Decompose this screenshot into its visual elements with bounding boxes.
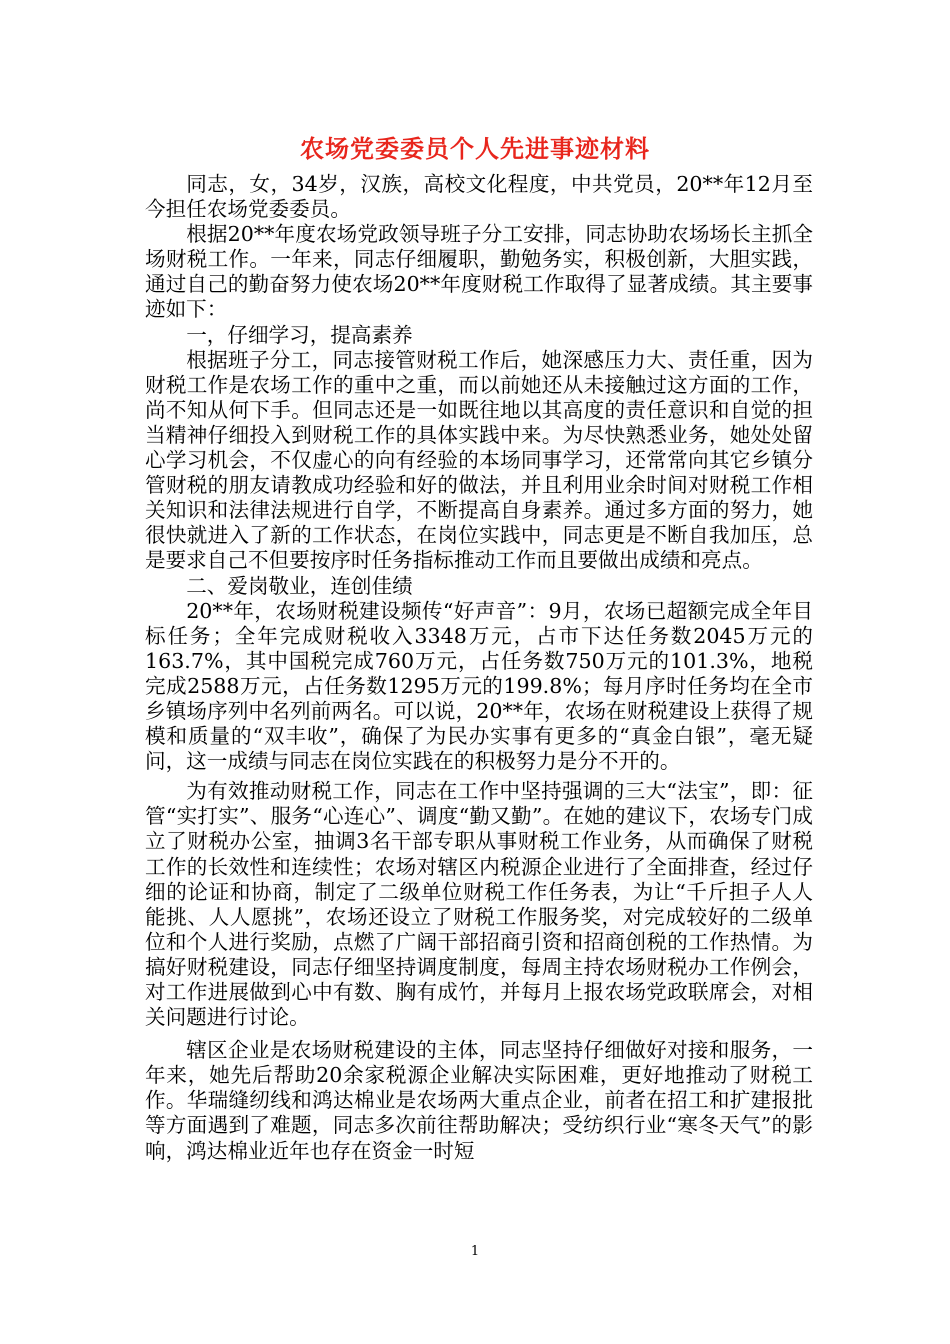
paragraph-methods: 为有效推动财税工作，同志在工作中坚持强调的三大“法宝”，即：征管“实打实”、服务“心连心”、调度“勤又勤”。在她的建议下，农场专门成立了财税办公室，抽调3名干部专职从事财税工作业务，从而确保了财税工作的长效性和连续性；农场对辖区内税源企业进行了全面排查，经过仔细的论证和协商，制定了二级单位财税工作任务表，为让“千斤担子人人能挑、人人愿挑”，农场还设立了财税工作服务奖，对完成较好的二级单位和个人进行奖励，点燃了广阔干部招商引资和招商创税的工作热情。为搞好财税建设，同志仔细坚持调度制度，每周主持农场财税办工作例会，对工作进展做到心中有数、胸有成竹，并每月上报农场党政联席会，对相关问题进行讨论。 xyxy=(145,779,813,1030)
paragraph-enterprise-service: 辖区企业是农场财税建设的主体，同志坚持仔细做好对接和服务，一年来，她先后帮助20余家税源企业解决实际困难，更好地推动了财税工作。华瑞缝纫线和鸿达棉业是农场两大重点企业，前者在招工和扩建报批等方面遇到了难题，同志多次前往帮助解决；受纺织行业“寒冬天气”的影响，鸿达棉业近年也存在资金一时短 xyxy=(145,1038,813,1163)
document-body xyxy=(145,172,813,1164)
paragraph-achievements: 20**年，农场财税建设频传“好声音”：9月，农场已超额完成全年目标任务；全年完成财税收入3348万元，占市下达任务数2045万元的163.7%，其中国税完成760万元，占任务数750万元的101.3%，地税完成2588万元，占任务数1295万元的199.8%；每月序时任务均在全市乡镇场序列中名列前两名。可以说，20**年，农场在财税建设上获得了规模和质量的“双丰收”，确保了为民办实事有更多的“真金白银”，毫无疑问，这一成绩与同志在岗位实践在的积极努力是分不开的。 xyxy=(145,598,813,774)
page-number: 1 xyxy=(470,1244,480,1259)
paragraph-intro: 同志，女，34岁，汉族，高校文化程度，中共党员，20**年12月至今担任农场党委委员。 xyxy=(145,172,813,222)
paragraph-study: 根据班子分工，同志接管财税工作后，她深感压力大、责任重，因为财税工作是农场工作的重中之重，而以前她还从未接触过这方面的工作，尚不知从何下手。但同志还是一如既往地以其高度的责任意识和自觉的担当精神仔细投入到财税工作的具体实践中来。为尽快熟悉业务，她处处留心学习机会，不仅虚心的向有经验的本场同事学习，还常常向其它乡镇分管财税的朋友请教成功经验和好的做法，并且利用业余时间对财税工作相关知识和法律法规进行自学，不断提高自身素养。通过多方面的努力，她很快就进入了新的工作状态，在岗位实践中，同志更是不断自我加压，总是要求自己不但要按序时任务指标推动工作而且要做出成绩和亮点。 xyxy=(145,347,813,573)
section-heading-2: 二、爱岗敬业，连创佳绩 xyxy=(186,573,413,598)
document-title: 农场党委委员个人先进事迹材料 xyxy=(300,134,650,163)
section-heading-1: 一，仔细学习，提高素养 xyxy=(186,322,413,347)
paragraph-overview: 根据20**年度农场党政领导班子分工安排，同志协助农场场长主抓全场财税工作。一年来，同志仔细履职，勤勉务实，积极创新，大胆实践，通过自己的勤奋努力使农场20**年度财税工作取得了显著成绩。其主要事迹如下： xyxy=(145,222,813,322)
